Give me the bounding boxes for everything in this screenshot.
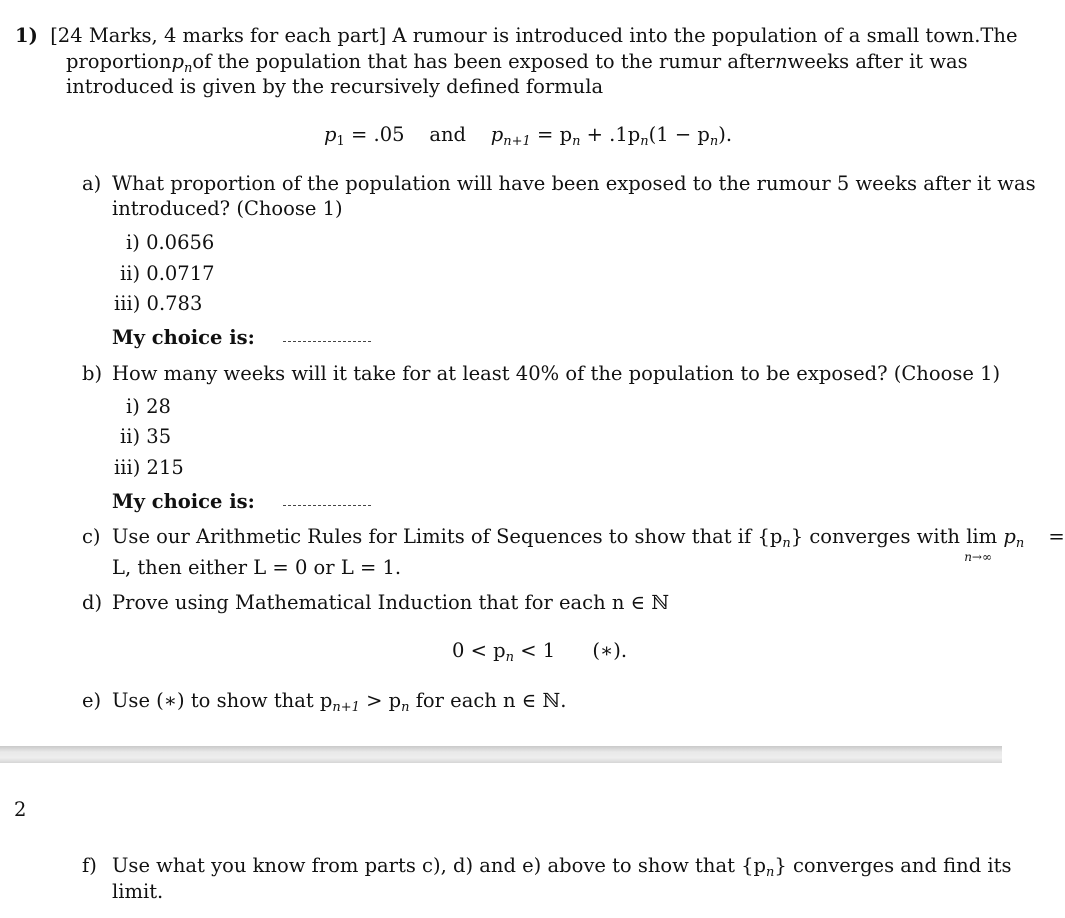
part-d-label: d): [82, 591, 103, 614]
page-2: [0, 763, 1012, 918]
part-d-inequality: $0 < p_n < 1$ (∗).: [452, 639, 628, 665]
part-a-choice: [112, 326, 371, 350]
page-break-divider: [0, 746, 1002, 763]
part-e-label: e): [82, 689, 102, 712]
problem-intro-lead: [24 Marks, 4 marks for each part] A rumour is introduced into the population of a small town.: [50, 24, 981, 47]
part-a-option-3[interactable]: iii) 0.783: [114, 292, 203, 315]
part-a-question-line-1: What proportion of the population will have been exposed to the rumour 5 weeks after it was: [112, 172, 1036, 195]
part-a-choice-label: My choice is:: [112, 326, 255, 349]
star-tag: (∗).: [592, 639, 628, 662]
page-number: 2: [14, 798, 27, 821]
part-f-line-2: limit.: [112, 880, 164, 903]
part-c-line-1: Use our Arithmetic Rules for Limits of Sequences to show that if $\{p_n\}$ converges with lim n→∞ $p_n$ =: [112, 525, 1065, 564]
part-b-choice: [112, 490, 371, 514]
part-f-line-1: Use what you know from parts c), d) and e) above to show that $\{p_n\}$ converges and find its: [112, 854, 1012, 880]
part-a-question-line-2: introduced? (Choose 1): [112, 197, 343, 220]
problem-number: 1): [15, 24, 38, 47]
part-b-option-1[interactable]: i) 28: [126, 395, 171, 418]
part-b-option-2[interactable]: ii) 35: [120, 425, 172, 448]
part-b-answer-blank[interactable]: [283, 505, 371, 506]
part-a-option-1[interactable]: i) 0.0656: [126, 231, 215, 254]
problem-intro-line-3: introduced is given by the recursively defined formula: [66, 75, 604, 98]
part-b-option-3[interactable]: iii) 215: [114, 456, 184, 479]
part-c-label: c): [82, 525, 101, 548]
part-f-label: f): [82, 854, 97, 877]
part-a-option-2[interactable]: ii) 0.0717: [120, 262, 215, 285]
part-e-text: Use (∗) to show that $p_{n+1} > p_n$ for each n ∈ ℕ.: [112, 689, 567, 715]
part-a-answer-blank[interactable]: [283, 341, 371, 342]
problem-intro-end: The: [980, 24, 1018, 47]
part-b-label: b): [82, 362, 103, 385]
problem-intro-line-1: [15, 24, 1018, 48]
part-d-line-1: Prove using Mathematical Induction that for each n ∈ ℕ: [112, 591, 670, 614]
recursive-formula: $p_1 = .05$ and $p_{n+1} = p_n + .1p_n(1 - p_n)$.: [324, 123, 733, 149]
part-b-choice-label: My choice is:: [112, 490, 255, 513]
limit-operator: lim n→∞: [964, 525, 998, 564]
part-b-question: How many weeks will it take for at least 40% of the population to be exposed? (Choose 1): [112, 362, 1001, 385]
problem-intro-line-2: proportion $p_n$ of the population that has been exposed to the rumur after n weeks after it was: [66, 50, 968, 76]
part-a-label: a): [82, 172, 102, 195]
part-c-line-2: L, then either L = 0 or L = 1.: [112, 556, 402, 579]
